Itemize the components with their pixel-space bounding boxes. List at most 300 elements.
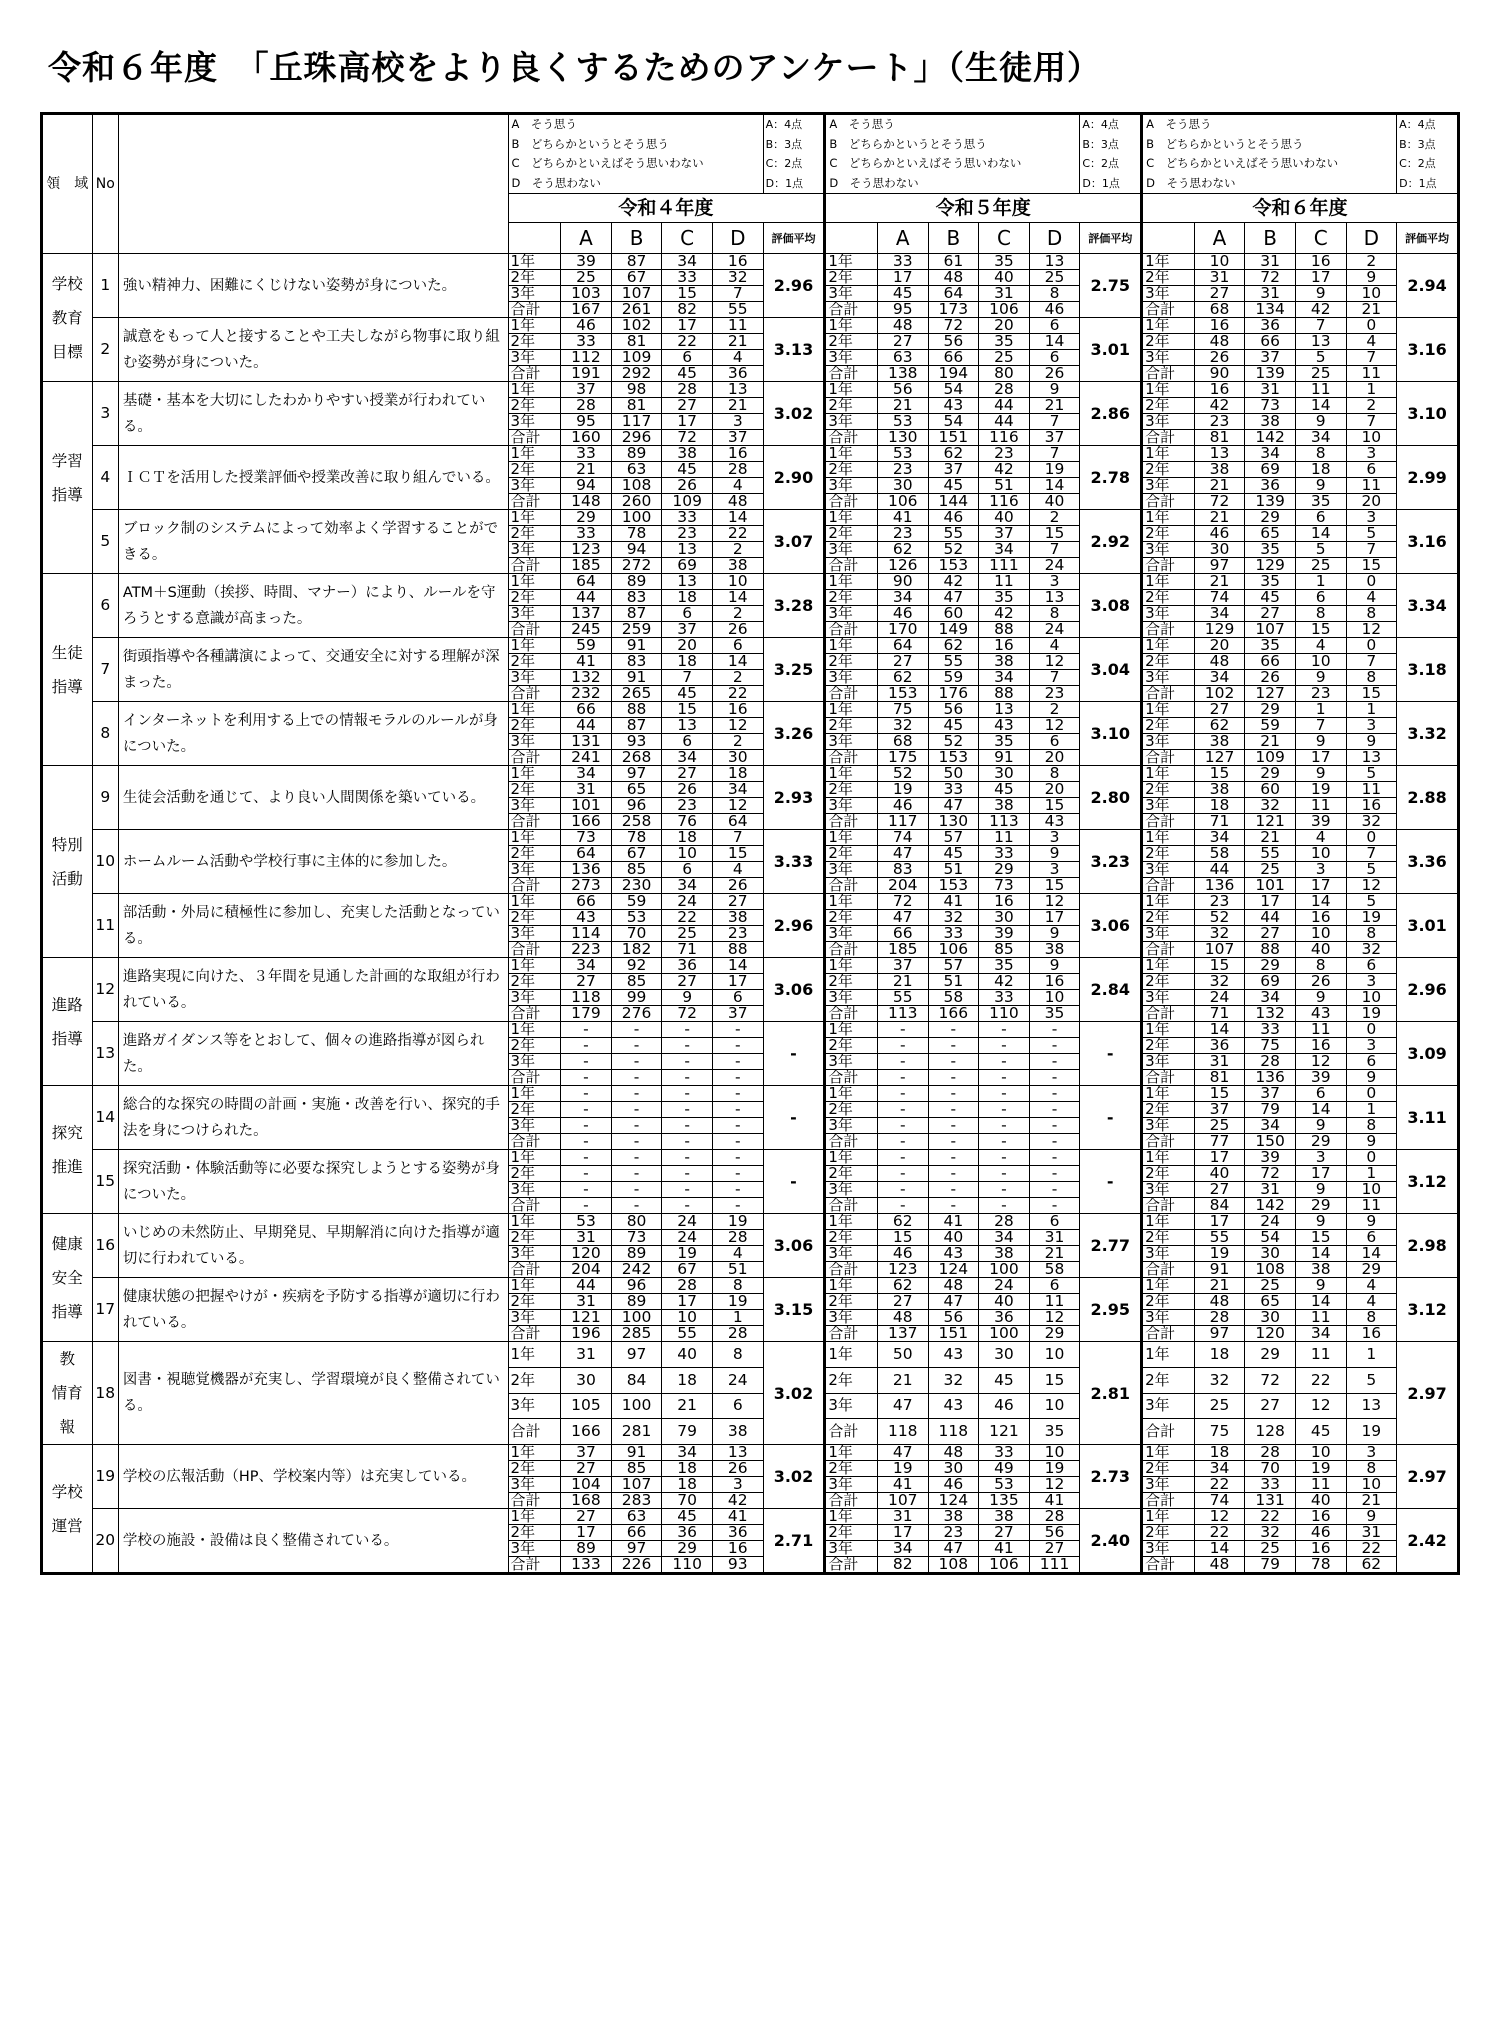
col-header-0: A bbox=[877, 223, 928, 254]
cell-value: 12 bbox=[1029, 1310, 1080, 1326]
cell-value: - bbox=[979, 1022, 1030, 1038]
grade-label: 3年 bbox=[1142, 734, 1195, 750]
cell-value: 20 bbox=[1029, 750, 1080, 766]
grade-label: 合計 bbox=[508, 1070, 561, 1086]
cell-value: - bbox=[561, 1150, 612, 1166]
question-text: ATM＋S運動（挨拶、時間、マナー）により、ルールを守ろうとする意識が高まった。 bbox=[118, 574, 508, 638]
avg-value: 3.06 bbox=[1080, 894, 1142, 958]
cell-value: 10 bbox=[1346, 286, 1397, 302]
cell-value: 41 bbox=[877, 1477, 928, 1493]
grade-label: 2年 bbox=[825, 526, 878, 542]
cell-value: 87 bbox=[611, 718, 662, 734]
cell-value: 7 bbox=[1029, 446, 1080, 462]
cell-value: 10 bbox=[662, 846, 713, 862]
cell-value: 55 bbox=[712, 302, 763, 318]
cell-value: 23 bbox=[662, 526, 713, 542]
cell-value: 0 bbox=[1346, 638, 1397, 654]
cell-value: 46 bbox=[979, 1393, 1030, 1419]
cell-value: 51 bbox=[712, 1262, 763, 1278]
cell-value: 62 bbox=[928, 446, 979, 462]
cell-value: 29 bbox=[1346, 1262, 1397, 1278]
cell-value: - bbox=[712, 1038, 763, 1054]
grade-label: 2年 bbox=[1142, 590, 1195, 606]
cell-value: 81 bbox=[1194, 430, 1245, 446]
cell-value: 37 bbox=[1194, 1102, 1245, 1118]
table-row bbox=[42, 1150, 1459, 1166]
cell-value: 34 bbox=[561, 766, 612, 782]
cell-value: - bbox=[877, 1166, 928, 1182]
cell-value: 12 bbox=[1029, 718, 1080, 734]
table-row bbox=[42, 254, 1459, 270]
question-text: いじめの未然防止、早期発見、早期解消に向けた指導が適切に行われている。 bbox=[118, 1214, 508, 1278]
cell-value: 37 bbox=[561, 1445, 612, 1461]
cell-value: - bbox=[877, 1134, 928, 1150]
cell-value: 127 bbox=[1245, 686, 1296, 702]
points-line: A：4点 bbox=[1082, 118, 1119, 131]
cell-value: - bbox=[561, 1182, 612, 1198]
cell-value: 38 bbox=[1194, 782, 1245, 798]
grade-label: 3年 bbox=[508, 1118, 561, 1134]
cell-value: 14 bbox=[1194, 1022, 1245, 1038]
grade-label: 1年 bbox=[1142, 1445, 1195, 1461]
cell-value: 6 bbox=[712, 1393, 763, 1419]
cell-value: 85 bbox=[611, 1461, 662, 1477]
cell-value: 25 bbox=[1295, 558, 1346, 574]
cell-value: 26 bbox=[1295, 974, 1346, 990]
avg-value: 2.97 bbox=[1397, 1445, 1459, 1509]
grade-label: 3年 bbox=[1142, 1310, 1195, 1326]
cell-value: 37 bbox=[561, 382, 612, 398]
cell-value: 112 bbox=[561, 350, 612, 366]
grade-label: 3年 bbox=[1142, 1477, 1195, 1493]
cell-value: 129 bbox=[1194, 622, 1245, 638]
cell-value: 78 bbox=[1295, 1557, 1346, 1574]
cell-value: 139 bbox=[1245, 366, 1296, 382]
avg-value: 2.96 bbox=[763, 254, 825, 318]
grade-label: 3年 bbox=[508, 1182, 561, 1198]
cell-value: 72 bbox=[1245, 270, 1296, 286]
cell-value: 139 bbox=[1245, 494, 1296, 510]
grade-label: 2年 bbox=[508, 1525, 561, 1541]
cell-value: 18 bbox=[662, 1461, 713, 1477]
cell-value: 43 bbox=[1029, 814, 1080, 830]
cell-value: 3 bbox=[1295, 862, 1346, 878]
cell-value: 142 bbox=[1245, 1198, 1296, 1214]
cell-value: 17 bbox=[662, 318, 713, 334]
cell-value: - bbox=[979, 1070, 1030, 1086]
cell-value: 4 bbox=[1295, 638, 1346, 654]
cell-value: 15 bbox=[712, 846, 763, 862]
cell-value: 34 bbox=[1194, 1461, 1245, 1477]
col-header-2: C bbox=[979, 223, 1030, 254]
cell-value: - bbox=[979, 1150, 1030, 1166]
cell-value: 182 bbox=[611, 942, 662, 958]
grade-label: 合計 bbox=[825, 1493, 878, 1509]
cell-value: 15 bbox=[1295, 1230, 1346, 1246]
cell-value: 9 bbox=[1295, 766, 1346, 782]
cell-value: 18 bbox=[662, 1367, 713, 1393]
cell-value: 58 bbox=[928, 990, 979, 1006]
cell-value: 142 bbox=[1245, 430, 1296, 446]
grade-label: 合計 bbox=[825, 1070, 878, 1086]
cell-value: 176 bbox=[928, 686, 979, 702]
avg-value: 3.36 bbox=[1397, 830, 1459, 894]
points-line: B：3点 bbox=[765, 137, 803, 151]
grade-label: 1年 bbox=[1142, 766, 1195, 782]
col-header-1: B bbox=[928, 223, 979, 254]
avg-value: - bbox=[1080, 1086, 1142, 1150]
grade-label: 3年 bbox=[508, 478, 561, 494]
grade-label: 2年 bbox=[1142, 1367, 1195, 1393]
cell-value: 27 bbox=[1245, 1393, 1296, 1419]
grade-label: 2年 bbox=[825, 910, 878, 926]
grade-label: 合計 bbox=[508, 686, 561, 702]
cell-value: 44 bbox=[979, 414, 1030, 430]
cell-value: 16 bbox=[979, 894, 1030, 910]
grade-label: 1年 bbox=[825, 574, 878, 590]
grade-label: 1年 bbox=[1142, 318, 1195, 334]
grade-label: 1年 bbox=[508, 638, 561, 654]
grade-label: 2年 bbox=[508, 974, 561, 990]
legend-0 bbox=[508, 114, 763, 194]
cell-value: 12 bbox=[1295, 1393, 1346, 1419]
domain-label: 学校運営 bbox=[42, 1445, 93, 1574]
cell-value: 16 bbox=[1295, 254, 1346, 270]
cell-value: 160 bbox=[561, 430, 612, 446]
cell-value: 88 bbox=[1245, 942, 1296, 958]
cell-value: 10 bbox=[1346, 1477, 1397, 1493]
grade-label: 3年 bbox=[825, 862, 878, 878]
cell-value: 21 bbox=[1245, 830, 1296, 846]
points-line: C：2点 bbox=[1082, 157, 1120, 170]
cell-value: 7 bbox=[1346, 350, 1397, 366]
cell-value: 59 bbox=[928, 670, 979, 686]
avg-value: 3.02 bbox=[763, 1445, 825, 1509]
cell-value: 37 bbox=[712, 430, 763, 446]
cell-value: 46 bbox=[1029, 302, 1080, 318]
cell-value: 14 bbox=[1194, 1541, 1245, 1557]
page-title: 令和６年度 「丘珠高校をより良くするためのアンケート」（生徒用） bbox=[48, 48, 1102, 87]
cell-value: 204 bbox=[877, 878, 928, 894]
avg-value: 2.88 bbox=[1397, 766, 1459, 830]
question-text: 強い精神力、困難にくじけない姿勢が身についた。 bbox=[118, 254, 508, 318]
cell-value: - bbox=[662, 1134, 713, 1150]
cell-value: 120 bbox=[561, 1246, 612, 1262]
cell-value: 3 bbox=[1029, 574, 1080, 590]
cell-value: - bbox=[611, 1150, 662, 1166]
cell-value: 10 bbox=[1295, 926, 1346, 942]
cell-value: 31 bbox=[1194, 1054, 1245, 1070]
cell-value: 15 bbox=[1346, 686, 1397, 702]
cell-value: 23 bbox=[712, 926, 763, 942]
cell-value: 18 bbox=[712, 766, 763, 782]
cell-value: 62 bbox=[877, 1214, 928, 1230]
grade-label: 1年 bbox=[508, 1150, 561, 1166]
cell-value: 12 bbox=[1194, 1509, 1245, 1525]
cell-value: 116 bbox=[979, 430, 1030, 446]
cell-value: 31 bbox=[1029, 1230, 1080, 1246]
grade-label: 3年 bbox=[1142, 606, 1195, 622]
cell-value: 35 bbox=[1245, 574, 1296, 590]
grade-label: 3年 bbox=[1142, 926, 1195, 942]
points-line: B：3点 bbox=[1399, 137, 1436, 151]
cell-value: 35 bbox=[1029, 1006, 1080, 1022]
cell-value: 38 bbox=[928, 1509, 979, 1525]
grade-label: 合計 bbox=[825, 814, 878, 830]
cell-value: 136 bbox=[1245, 1070, 1296, 1086]
cell-value: 82 bbox=[662, 302, 713, 318]
cell-value: 6 bbox=[1029, 318, 1080, 334]
question-text: 探究活動・体験活動等に必要な探究しようとする姿勢が身についた。 bbox=[118, 1150, 508, 1214]
grade-label: 3年 bbox=[825, 478, 878, 494]
grade-label: 1年 bbox=[508, 1445, 561, 1461]
cell-value: 4 bbox=[1346, 334, 1397, 350]
grade-label: 合計 bbox=[1142, 1262, 1195, 1278]
cell-value: 10 bbox=[1029, 1445, 1080, 1461]
cell-value: 106 bbox=[979, 302, 1030, 318]
cell-value: 32 bbox=[1194, 974, 1245, 990]
cell-value: 27 bbox=[662, 974, 713, 990]
cell-value: 42 bbox=[1295, 302, 1346, 318]
cell-value: 292 bbox=[611, 366, 662, 382]
points-1 bbox=[1080, 114, 1142, 194]
cell-value: 19 bbox=[712, 1294, 763, 1310]
cell-value: 70 bbox=[1245, 1461, 1296, 1477]
cell-value: 133 bbox=[561, 1557, 612, 1574]
cell-value: 40 bbox=[979, 510, 1030, 526]
cell-value: 37 bbox=[1245, 350, 1296, 366]
cell-value: 20 bbox=[1029, 782, 1080, 798]
cell-value: 44 bbox=[561, 590, 612, 606]
cell-value: 83 bbox=[877, 862, 928, 878]
grade-col-header bbox=[508, 223, 561, 254]
avg-value: 2.92 bbox=[1080, 510, 1142, 574]
cell-value: 64 bbox=[877, 638, 928, 654]
cell-value: 167 bbox=[561, 302, 612, 318]
cell-value: - bbox=[712, 1086, 763, 1102]
cell-value: 1 bbox=[1295, 574, 1346, 590]
cell-value: 260 bbox=[611, 494, 662, 510]
grade-label: 3年 bbox=[508, 734, 561, 750]
cell-value: 4 bbox=[712, 478, 763, 494]
cell-value: 38 bbox=[712, 1419, 763, 1445]
cell-value: 75 bbox=[1194, 1419, 1245, 1445]
cell-value: 21 bbox=[1194, 574, 1245, 590]
cell-value: 14 bbox=[1295, 1246, 1346, 1262]
avg-value: 3.02 bbox=[763, 1342, 825, 1445]
cell-value: 23 bbox=[1295, 686, 1346, 702]
cell-value: 123 bbox=[877, 1262, 928, 1278]
cell-value: 48 bbox=[877, 1310, 928, 1326]
grade-label: 1年 bbox=[825, 958, 878, 974]
cell-value: 13 bbox=[1029, 590, 1080, 606]
grade-label: 合計 bbox=[508, 1493, 561, 1509]
cell-value: - bbox=[928, 1150, 979, 1166]
grade-label: 2年 bbox=[508, 1461, 561, 1477]
cell-value: 48 bbox=[1194, 1294, 1245, 1310]
grade-label: 合計 bbox=[1142, 494, 1195, 510]
grade-label: 3年 bbox=[508, 670, 561, 686]
cell-value: 21 bbox=[712, 398, 763, 414]
cell-value: 25 bbox=[1295, 366, 1346, 382]
cell-value: 45 bbox=[979, 1367, 1030, 1393]
cell-value: 14 bbox=[712, 654, 763, 670]
question-no: 11 bbox=[92, 894, 118, 958]
cell-value: 31 bbox=[1346, 1525, 1397, 1541]
grade-label: 合計 bbox=[508, 1326, 561, 1342]
table-row bbox=[42, 318, 1459, 334]
domain-label: 学校教育目標 bbox=[42, 254, 93, 382]
avg-value: 3.26 bbox=[763, 702, 825, 766]
grade-label: 3年 bbox=[508, 606, 561, 622]
cell-value: 30 bbox=[979, 910, 1030, 926]
cell-value: 22 bbox=[662, 910, 713, 926]
cell-value: 40 bbox=[979, 1294, 1030, 1310]
cell-value: 32 bbox=[877, 718, 928, 734]
grade-label: 合計 bbox=[508, 622, 561, 638]
cell-value: 31 bbox=[561, 1230, 612, 1246]
cell-value: 100 bbox=[979, 1326, 1030, 1342]
cell-value: 84 bbox=[611, 1367, 662, 1393]
cell-value: 47 bbox=[877, 846, 928, 862]
grade-label: 2年 bbox=[508, 1166, 561, 1182]
question-text: 進路実現に向けた、３年間を見通した計画的な取組が行われている。 bbox=[118, 958, 508, 1022]
cell-value: 54 bbox=[928, 414, 979, 430]
cell-value: 73 bbox=[611, 1230, 662, 1246]
cell-value: 41 bbox=[1029, 1493, 1080, 1509]
grade-label: 2年 bbox=[825, 1166, 878, 1182]
grade-label: 3年 bbox=[1142, 798, 1195, 814]
cell-value: 35 bbox=[1245, 638, 1296, 654]
cell-value: 33 bbox=[561, 334, 612, 350]
cell-value: 22 bbox=[712, 526, 763, 542]
cell-value: 41 bbox=[877, 510, 928, 526]
grade-label: 2年 bbox=[825, 1461, 878, 1477]
cell-value: 32 bbox=[712, 270, 763, 286]
cell-value: 11 bbox=[1029, 1294, 1080, 1310]
grade-label: 2年 bbox=[1142, 1525, 1195, 1541]
cell-value: 10 bbox=[712, 574, 763, 590]
cell-value: - bbox=[712, 1198, 763, 1214]
cell-value: 101 bbox=[1245, 878, 1296, 894]
cell-value: 130 bbox=[877, 430, 928, 446]
table-row bbox=[42, 830, 1459, 846]
cell-value: 258 bbox=[611, 814, 662, 830]
legend-2 bbox=[1142, 114, 1397, 194]
cell-value: 93 bbox=[712, 1557, 763, 1574]
cell-value: 21 bbox=[877, 974, 928, 990]
grade-label: 3年 bbox=[825, 670, 878, 686]
grade-label: 1年 bbox=[825, 1214, 878, 1230]
cell-value: 66 bbox=[561, 894, 612, 910]
question-no: 19 bbox=[92, 1445, 118, 1509]
col-header-3: D bbox=[712, 223, 763, 254]
cell-value: 17 bbox=[1295, 270, 1346, 286]
cell-value: 241 bbox=[561, 750, 612, 766]
cell-value: 29 bbox=[662, 1541, 713, 1557]
cell-value: 17 bbox=[1295, 1166, 1346, 1182]
cell-value: 45 bbox=[662, 686, 713, 702]
cell-value: 2 bbox=[1346, 254, 1397, 270]
cell-value: 46 bbox=[928, 1477, 979, 1493]
grade-label: 2年 bbox=[1142, 1294, 1195, 1310]
grade-label: 1年 bbox=[508, 894, 561, 910]
cell-value: 66 bbox=[877, 926, 928, 942]
cell-value: 38 bbox=[662, 446, 713, 462]
avg-value: 2.96 bbox=[763, 894, 825, 958]
cell-value: 117 bbox=[611, 414, 662, 430]
cell-value: - bbox=[611, 1118, 662, 1134]
cell-value: 35 bbox=[979, 254, 1030, 270]
cell-value: 24 bbox=[662, 894, 713, 910]
cell-value: - bbox=[928, 1166, 979, 1182]
cell-value: 11 bbox=[1295, 798, 1346, 814]
avg-value: 3.04 bbox=[1080, 638, 1142, 702]
cell-value: 35 bbox=[979, 958, 1030, 974]
cell-value: 26 bbox=[1029, 366, 1080, 382]
cell-value: 42 bbox=[979, 974, 1030, 990]
cell-value: 14 bbox=[1295, 1102, 1346, 1118]
grade-label: 1年 bbox=[508, 382, 561, 398]
grade-label: 合計 bbox=[825, 430, 878, 446]
avg-value: - bbox=[1080, 1022, 1142, 1086]
cell-value: 34 bbox=[662, 878, 713, 894]
cell-value: 45 bbox=[1245, 590, 1296, 606]
grade-label: 1年 bbox=[508, 446, 561, 462]
grade-label: 2年 bbox=[508, 910, 561, 926]
header-no: No bbox=[92, 114, 118, 254]
grade-label: 2年 bbox=[508, 782, 561, 798]
cell-value: 59 bbox=[611, 894, 662, 910]
cell-value: 109 bbox=[611, 350, 662, 366]
cell-value: 34 bbox=[712, 782, 763, 798]
cell-value: 73 bbox=[1245, 398, 1296, 414]
avg-value: 3.13 bbox=[763, 318, 825, 382]
avg-value: 2.95 bbox=[1080, 1278, 1142, 1342]
grade-label: 1年 bbox=[508, 1214, 561, 1230]
grade-label: 3年 bbox=[825, 1393, 878, 1419]
cell-value: 15 bbox=[1346, 558, 1397, 574]
grade-label: 合計 bbox=[508, 1006, 561, 1022]
cell-value: 8 bbox=[1295, 958, 1346, 974]
cell-value: 76 bbox=[662, 814, 713, 830]
cell-value: 6 bbox=[712, 990, 763, 1006]
grade-label: 3年 bbox=[825, 606, 878, 622]
cell-value: 52 bbox=[928, 542, 979, 558]
cell-value: 22 bbox=[712, 686, 763, 702]
cell-value: 9 bbox=[1029, 382, 1080, 398]
avg-header: 評価平均 bbox=[1397, 223, 1459, 254]
cell-value: - bbox=[877, 1102, 928, 1118]
avg-value: 3.06 bbox=[763, 1214, 825, 1278]
cell-value: 43 bbox=[928, 1342, 979, 1368]
cell-value: 34 bbox=[1295, 430, 1346, 446]
cell-value: 42 bbox=[979, 606, 1030, 622]
cell-value: 204 bbox=[561, 1262, 612, 1278]
cell-value: 129 bbox=[1245, 558, 1296, 574]
cell-value: 50 bbox=[928, 766, 979, 782]
grade-label: 合計 bbox=[825, 1557, 878, 1574]
cell-value: - bbox=[611, 1086, 662, 1102]
cell-value: 12 bbox=[1029, 1477, 1080, 1493]
grade-label: 1年 bbox=[1142, 894, 1195, 910]
cell-value: 82 bbox=[877, 1557, 928, 1574]
cell-value: 3 bbox=[1346, 446, 1397, 462]
grade-label: 3年 bbox=[1142, 1541, 1195, 1557]
cell-value: - bbox=[561, 1166, 612, 1182]
avg-value: 3.16 bbox=[1397, 510, 1459, 574]
cell-value: 64 bbox=[561, 846, 612, 862]
